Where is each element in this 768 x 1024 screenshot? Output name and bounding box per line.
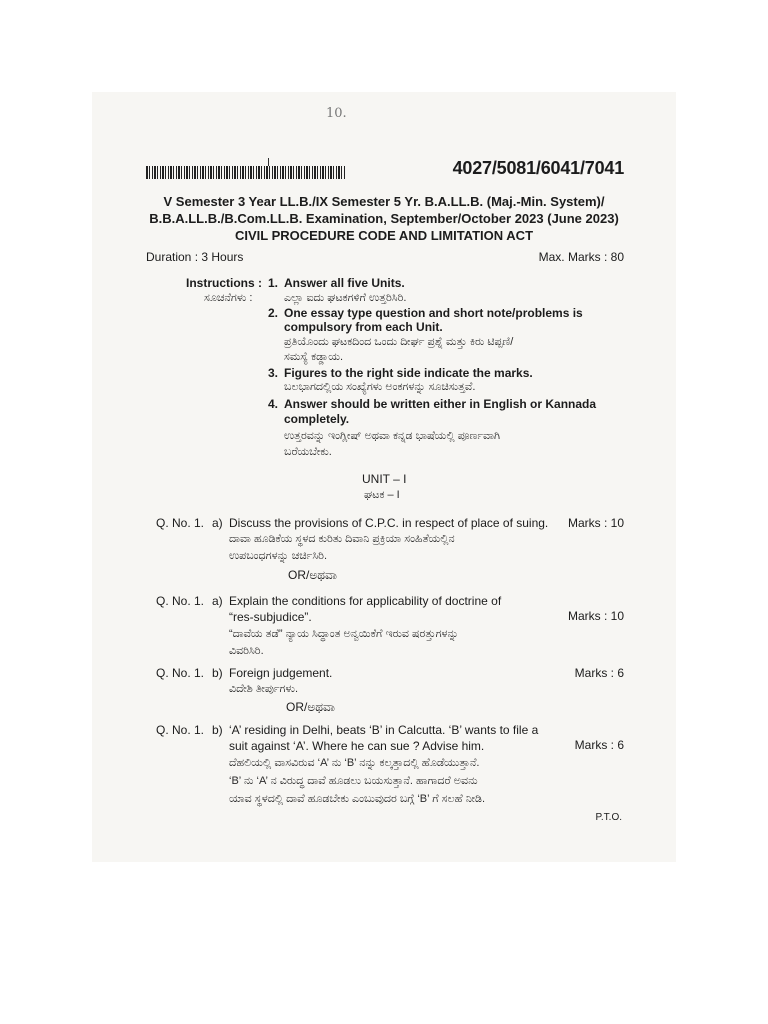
question-1a-alt-kannada-line-2: ವಿವರಿಸಿರಿ. <box>229 645 264 657</box>
instruction-4-line-1: Answer should be written either in English or Kannada <box>284 397 597 411</box>
exam-title-line-2: B.B.A.LL.B./B.Com.LL.B. Examination, September/October 2023 (June 2023) <box>149 211 619 226</box>
instruction-4-kannada-line-2: ಬರೆಯಬೇಕು. <box>284 446 332 458</box>
paper-code: 4027/5081/6041/7041 <box>452 158 624 178</box>
instruction-2-line-2: compulsory from each Unit. <box>284 320 443 334</box>
question-1a-kannada-line-1: ದಾವಾ ಹೂಡಿಕೆಯ ಸ್ಥಳದ ಕುರಿತು ದಿವಾನಿ ಪ್ರಕ್ರಿಯಾ ಸಂಹಿತೆಯಲ್ಲಿನ <box>229 533 455 545</box>
question-1a-alt-text-line-1: Explain the conditions for applicability of doctrine of <box>229 594 502 608</box>
instruction-4-line-2: completely. <box>284 412 350 426</box>
question-1b-alt-text-line-2: suit against ‘A’. Where he can sue ? Advise him. <box>229 739 485 753</box>
page-turn-note: P.T.O. <box>595 812 622 823</box>
question-1b-alt-marks: Marks : 6 <box>574 738 624 752</box>
question-1a-alt-marks: Marks : 10 <box>567 609 624 623</box>
question-1b-alt-text-line-1: ‘A’ residing in Delhi, beats ‘B’ in Calcutta. ‘B’ wants to file a <box>229 723 539 737</box>
instruction-1: Answer all five Units. <box>284 276 405 290</box>
question-1b-kannada: ವಿದೇಶಿ ತೀರ್ಪುಗಳು. <box>229 683 299 695</box>
question-1b-text: Foreign judgement. <box>229 666 333 680</box>
question-1b-alt-kannada-line-2: ‘B’ ನು ‘A’ ನ ವಿರುದ್ಧ ದಾವೆ ಹೂಡಲು ಬಯಸುತ್ತಾನೆ. ಹಾಗಾದರೆ ಅವನು <box>229 775 478 787</box>
unit-heading-kannada: ಘಟಕ – I <box>364 489 400 501</box>
or-separator: OR/ಅಥವಾ <box>288 568 337 582</box>
question-1a-alt-kannada-line-1: “ದಾವೆಯ ತಡೆ” ನ್ಯಾಯ ಸಿದ್ಧಾಂತ ಅನ್ವಯಿಕೆಗೆ ಇರುವ ಷರತ್ತುಗಳನ್ನು <box>229 628 459 640</box>
instruction-2-kannada-line-1: ಪ್ರತಿಯೊಂದು ಘಟಕದಿಂದ ಒಂದು ದೀರ್ಘ ಪ್ರಶ್ನೆ ಮತ್ತು ಕಿರು ಟಿಪ್ಪಣಿ/ <box>284 336 514 348</box>
question-part: b) <box>212 666 223 680</box>
or-separator: OR/ಅಥವಾ <box>286 700 335 714</box>
instruction-4-kannada-line-1: ಉತ್ತರವನ್ನು ಇಂಗ್ಲೀಷ್ ಅಥವಾ ಕನ್ನಡ ಭಾಷೆಯಲ್ಲಿ ಪೂರ್ಣವಾಗಿ <box>284 430 500 442</box>
handwritten-page-mark: 10. <box>326 106 347 121</box>
question-1a-kannada-line-2: ಉಪಬಂಧಗಳನ್ನು ಚರ್ಚಿಸಿರಿ. <box>229 550 328 562</box>
instruction-number: 1. <box>268 276 279 290</box>
barcode-tick <box>268 158 269 166</box>
instruction-number: 2. <box>268 306 279 320</box>
max-marks: Max. Marks : 80 <box>538 250 624 264</box>
question-label: Q. No. 1. <box>156 666 205 680</box>
question-1a-marks: Marks : 10 <box>567 516 624 530</box>
question-part: b) <box>212 723 223 737</box>
question-1b-marks: Marks : 6 <box>574 666 624 680</box>
question-1a-text: Discuss the provisions of C.P.C. in respect of place of suing. <box>229 516 549 530</box>
question-part: a) <box>212 516 223 530</box>
duration: Duration : 3 Hours <box>146 250 244 264</box>
barcode <box>146 166 346 179</box>
instruction-2-kannada-line-2: ಸಮಸ್ಯೆ ಕಡ್ಡಾಯ. <box>284 351 344 363</box>
instructions-label-kannada: ಸೂಚನೆಗಳು : <box>204 292 253 304</box>
question-1a-alt-text-line-2: “res-subjudice”. <box>229 610 312 624</box>
instruction-1-kannada: ಎಲ್ಲಾ ಐದು ಘಟಕಗಳಿಗೆ ಉತ್ತರಿಸಿರಿ. <box>284 292 407 304</box>
question-label: Q. No. 1. <box>156 594 205 608</box>
question-1b-alt-kannada-line-3: ಯಾವ ಸ್ಥಳದಲ್ಲಿ ದಾವೆ ಹೂಡಬೇಕು ಎಂಬುವುದರ ಬಗ್ಗೆ ‘B’ ಗೆ ಸಲಹೆ ನೀಡಿ. <box>229 793 486 805</box>
unit-heading: UNIT – I <box>362 472 407 486</box>
instruction-number: 3. <box>268 366 279 380</box>
instruction-3-kannada: ಬಲಭಾಗದಲ್ಲಿಯ ಸಂಖ್ಯೆಗಳು ಅಂಕಗಳನ್ನು ಸೂಚಿಸುತ್ತವೆ. <box>284 381 476 393</box>
instructions-label: Instructions : <box>186 276 263 290</box>
question-part: a) <box>212 594 223 608</box>
question-1b-alt-kannada-line-1: ದೆಹಲಿಯಲ್ಲಿ ವಾಸವಿರುವ ‘A’ ನು ‘B’ ನನ್ನು ಕಲ್ಕತ್ತಾದಲ್ಲಿ ಹೊಡೆಯುತ್ತಾನೆ. <box>229 757 480 769</box>
instruction-number: 4. <box>268 397 279 411</box>
subject-title: CIVIL PROCEDURE CODE AND LIMITATION ACT <box>234 228 534 243</box>
exam-title-line-1: V Semester 3 Year LL.B./IX Semester 5 Yr. B.A.LL.B. (Maj.-Min. System)/ <box>163 194 605 209</box>
question-label: Q. No. 1. <box>156 516 205 530</box>
question-label: Q. No. 1. <box>156 723 205 737</box>
instruction-2-line-1: One essay type question and short note/problems is <box>284 306 583 320</box>
instruction-3: Figures to the right side indicate the marks. <box>284 366 533 380</box>
